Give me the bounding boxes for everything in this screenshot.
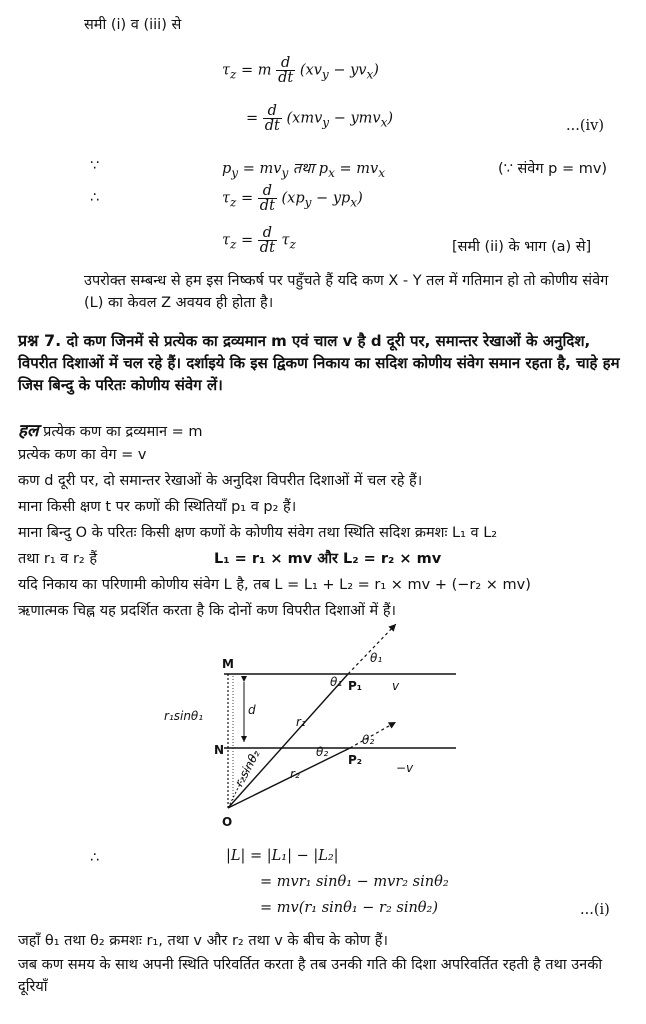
label-theta1-b: θ₁: [330, 675, 343, 689]
equation-torque-1: $\tau_z = m$ $\frac{d}{dt}$ $(xv_y - yv_x)$: [222, 55, 379, 86]
label-N: N: [214, 743, 225, 757]
solution-label: हल: [18, 421, 39, 441]
solution-line-7: यदि निकाय का परिणामी कोणीय संवेग L है, तब L = L₁ + L₂ = r₁ × mv + (−r₂ × mv): [18, 577, 531, 593]
label-O: O: [222, 815, 233, 829]
label-P2: P₂: [348, 753, 363, 767]
solution-line-1: हल प्रत्येक कण का द्रव्यमान = m: [18, 421, 203, 441]
solution-line-6a: तथा r₁ व r₂ हैं: [18, 551, 98, 567]
solution-line-2: प्रत्येक कण का वेग = v: [18, 447, 147, 463]
result-therefore: ∴: [90, 850, 100, 866]
r1-vector: [228, 674, 348, 808]
solution-line-4: माना किसी क्षण t पर कणों की स्थितियाँ p₁ व p₂ हैं।: [18, 499, 297, 515]
label-r2: r₂: [290, 767, 300, 781]
equation-torque-2: = $\frac{d}{dt}$ (xmv$_y$ − ymv$_x$): [246, 103, 394, 134]
two-particle-diagram: [160, 612, 460, 840]
label-theta2-b: θ₂: [316, 745, 329, 759]
question-text: दो कण जिनमें से प्रत्येक का द्रव्यमान m एवं चाल v है d दूरी पर, समान्तर रेखाओं के अनुदिश, विपरीत दिशाओं में चल रहे हैं। दर्शाइये कि इस द्विकण निकाय का सदिश कोणीय संवेग समान रहता है, चाहे हम जिस बिन्दु के परितः कोणीय संवेग लें।: [18, 332, 620, 394]
question-7: [18, 330, 630, 396]
equation-ref-ii: [समी (ii) के भाग (a) से]: [452, 239, 592, 255]
equation-torque-3: $\tau_z$ = $\frac{d}{dt}$ $(xp_y - yp_x)$: [222, 183, 363, 214]
label-minus-v: −v: [396, 761, 414, 775]
result-where: जहाँ θ₁ तथा θ₂ क्रमशः r₁, तथा v और r₂ तथा v के बीच के कोण हैं।: [18, 933, 388, 949]
equation-momentum: $p_y = mv_y$ तथा $p_x = mv_x$: [222, 161, 385, 180]
conclusion-paragraph: उपरोक्त सम्बन्ध से हम इस निष्कर्ष पर पहुँचते हैं यदि कण X - Y तल में गतिमान हो तो कोणीय संवेग (L) का केवल Z अवयव ही होता है।: [84, 273, 609, 311]
label-v: v: [392, 679, 400, 693]
result-line-2: = mvr₁ sinθ₁ − mvr₂ sinθ₂: [260, 874, 449, 890]
label-r2sin: r₂sinθ₂: [231, 747, 263, 789]
label-P1: P₁: [348, 679, 363, 693]
question-label: प्रश्न 7.: [18, 331, 62, 350]
solution-line-6b: L₁ = r₁ × mv और L₂ = r₂ × mv: [214, 551, 442, 567]
solution-line-8: ऋणात्मक चिह्न यह प्रदर्शित करता है कि दोनों कण विपरीत दिशाओं में हैं।: [18, 603, 397, 619]
label-theta2-a: θ₂: [362, 733, 375, 747]
equation-ref-iv: ...(iv): [566, 118, 604, 134]
label-r1sin: r₁sinθ₁: [164, 709, 204, 723]
label-M: M: [222, 657, 234, 671]
section-intro: समी (i) व (iii) से: [84, 17, 182, 33]
solution-line-5: माना बिन्दु O के परितः किसी क्षण कणों के कोणीय संवेग तथा स्थिति सदिश क्रमशः L₁ व L₂: [18, 525, 498, 541]
label-r1: r₁: [296, 715, 306, 729]
r1-extension: [348, 624, 396, 674]
result-line-3: = mv(r₁ sinθ₁ − r₂ sinθ₂): [260, 900, 439, 916]
label-d: d: [248, 703, 256, 717]
result-ref-i: ...(i): [580, 902, 610, 918]
solution-line-3: कण d दूरी पर, दो समान्तर रेखाओं के अनुदिश विपरीत दिशाओं में चल रहे हैं।: [18, 473, 423, 489]
result-last: जब कण समय के साथ अपनी स्थिति परिवर्तित करता है तब उनकी गति की दिशा अपरिवर्तित रहती है तथा उनकी दूरियाँ: [18, 957, 603, 995]
equation-torque-4: $\tau_z$ = $\frac{d}{dt}$ $\tau_z$: [222, 225, 296, 256]
therefore-symbol: ∴: [90, 190, 100, 206]
result-line-1: |L| = |L₁| − |L₂|: [226, 848, 339, 864]
because-symbol: ∵: [90, 158, 100, 174]
label-theta1-a: θ₁: [370, 651, 383, 665]
momentum-note: (∵ संवेग p = mv): [498, 161, 608, 177]
